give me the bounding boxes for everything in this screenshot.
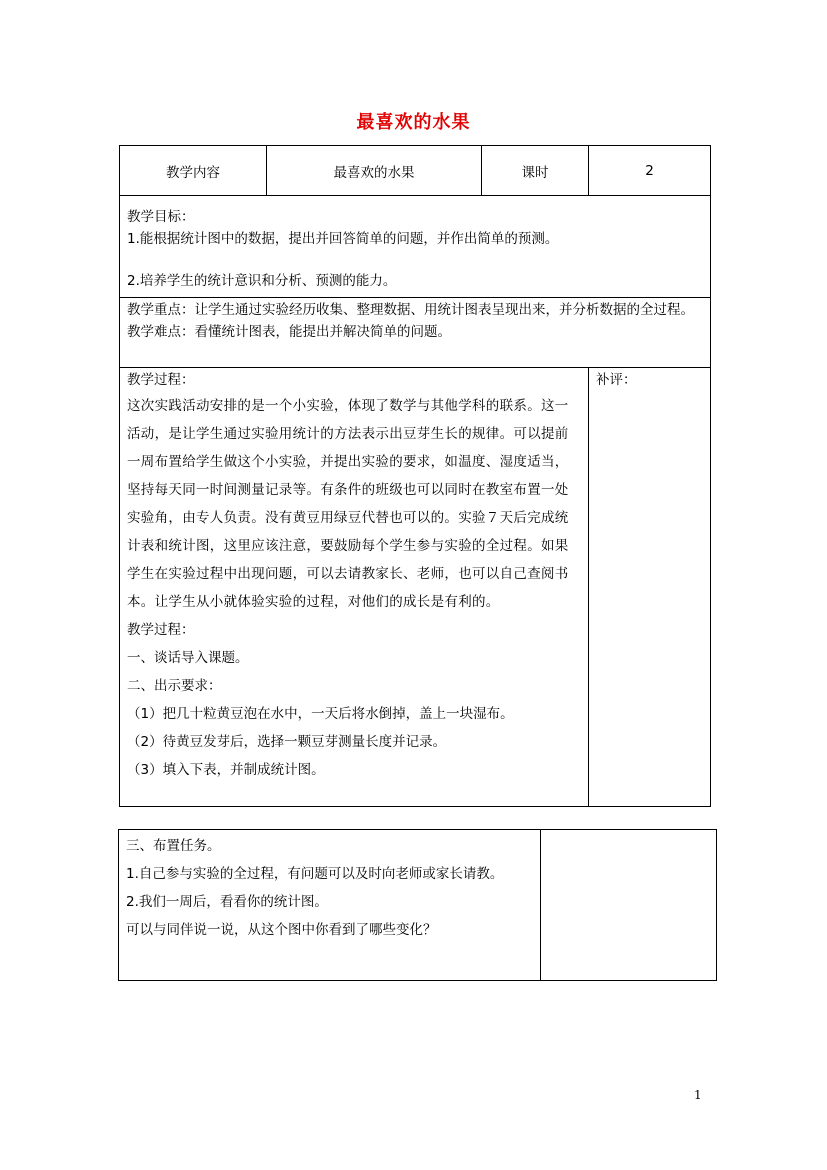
goals-heading: 教学目标： <box>127 209 195 225</box>
teaching-focus: 教学重点：让学生通过实验经历收集、整理数据、用统计图表呈现出来，并分析数据的全过程。 <box>127 302 694 318</box>
header-row <box>120 146 711 196</box>
key-points-row <box>120 298 711 368</box>
task-cell <box>119 830 541 981</box>
process-row <box>120 368 711 807</box>
comment-cell <box>589 368 711 807</box>
requirement-2: （2）待黄豆发芽后，选择一颗豆芽测量长度并记录。 <box>127 734 447 750</box>
process-cell <box>120 368 589 807</box>
task-comment-cell <box>541 830 717 981</box>
page-number: 1 <box>694 1088 702 1102</box>
requirement-3: （3）填入下表，并制成统计图。 <box>127 762 325 778</box>
goal-item-1: 1.能根据统计图中的数据，提出并回答简单的问题，并作出简单的预测。 <box>127 231 559 247</box>
teaching-difficulty: 教学难点：看懂统计图表，能提出并解决简单的问题。 <box>127 324 451 340</box>
task-item-2: 2.我们一周后，看看你的统计图。 <box>126 894 328 910</box>
task-table <box>118 829 717 981</box>
process-heading: 教学过程： <box>127 372 195 388</box>
key-points-cell <box>120 298 711 368</box>
goals-cell <box>120 196 711 298</box>
task-row <box>119 830 717 981</box>
goal-item-2: 2.培养学生的统计意识和分析、预测的能力。 <box>127 273 397 289</box>
goals-row <box>120 196 711 298</box>
task-item-1: 1.自己参与实验的全过程，有问题可以及时向老师或家长请教。 <box>126 866 504 882</box>
lesson-plan-table <box>119 145 711 807</box>
process-heading-2: 教学过程： <box>127 622 195 638</box>
step-2: 二、出示要求： <box>127 678 222 694</box>
requirement-1: （1）把几十粒黄豆泡在水中，一天后将水倒掉，盖上一块湿布。 <box>127 706 514 722</box>
process-intro: 这次实践活动安排的是一个小实验，体现了数学与其他学科的联系。这一活动，是让学生通过实验用统计的方法表示出豆芽生长的规律。可以提前一周布置给学生做这个小实验，并提出实验的要求，如温度、湿度适当，坚持每天同一时间测量记录等。有条件的班级也可以同时在教室布置一处实验角，由专人负责。没有黄豆用绿豆代替也可以的。实验７天后完成统计表和统计图，这里应该注意，要鼓励每个学生参与实验的全过程。如果学生在实验过程中出现问题，可以去请教家长、老师，也可以自己查阅书本。让学生从小就体验实验的过程，对他们的成长是有利的。 <box>127 398 569 610</box>
step-1: 一、谈话导入课题。 <box>127 650 249 666</box>
period-value: 2 <box>589 146 711 196</box>
content-value: 最喜欢的水果 <box>267 146 482 196</box>
task-heading: 三、布置任务。 <box>126 838 221 854</box>
comment-label: 补评： <box>596 372 637 388</box>
content-label: 教学内容 <box>120 146 267 196</box>
document-title: 最喜欢的水果 <box>356 112 471 133</box>
task-item-3: 可以与同伴说一说，从这个图中你看到了哪些变化？ <box>126 922 437 938</box>
period-label: 课时 <box>482 146 589 196</box>
